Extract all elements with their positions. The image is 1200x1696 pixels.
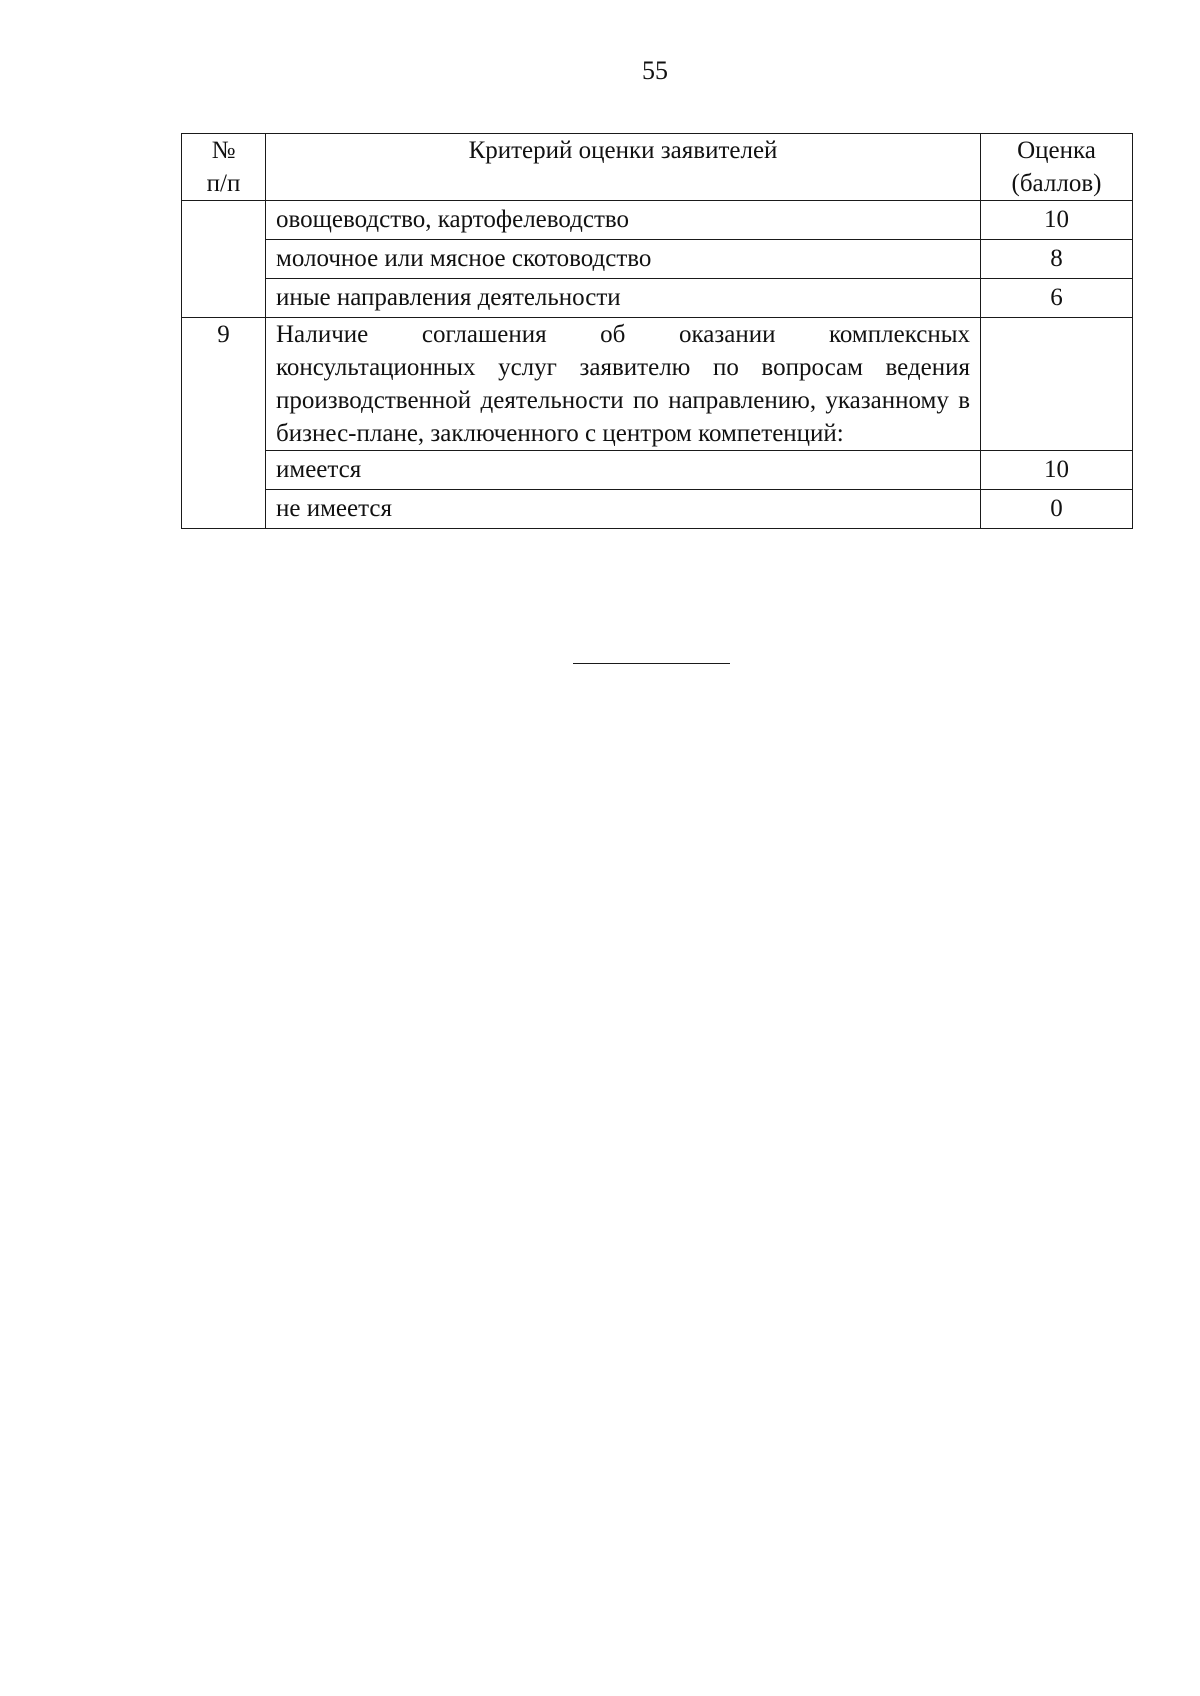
row-criterion: овощеводство, картофелеводство	[266, 201, 981, 240]
header-criterion: Критерий оценки заявителей	[266, 134, 981, 201]
table-header-row	[182, 134, 1133, 201]
row-score: 10	[981, 201, 1133, 240]
row-criterion: иные направления деятельности	[266, 279, 981, 318]
table-row	[182, 318, 1133, 451]
row-score	[981, 318, 1133, 451]
page-number: 55	[642, 56, 668, 85]
table-row	[182, 451, 1133, 490]
row-number	[182, 201, 266, 318]
table-row	[182, 490, 1133, 529]
header-number: № п/п	[182, 134, 266, 201]
criteria-table	[181, 133, 1133, 529]
row-criterion: Наличие соглашения об оказании комплексных консультационных услуг заявителю по вопросам ведения производственной деятельности по направлению, указанному в бизнес-плане, заключенного с центром компетенций:	[266, 318, 981, 451]
end-of-document-rule	[573, 663, 730, 664]
row-score: 8	[981, 240, 1133, 279]
header-score: Оценка (баллов)	[981, 134, 1133, 201]
row-criterion: имеется	[266, 451, 981, 490]
row-score: 10	[981, 451, 1133, 490]
row-score: 0	[981, 490, 1133, 529]
row-score: 6	[981, 279, 1133, 318]
table-row	[182, 240, 1133, 279]
row-criterion: не имеется	[266, 490, 981, 529]
row-criterion: молочное или мясное скотоводство	[266, 240, 981, 279]
row-number: 9	[182, 318, 266, 529]
table-row	[182, 279, 1133, 318]
table-row	[182, 201, 1133, 240]
